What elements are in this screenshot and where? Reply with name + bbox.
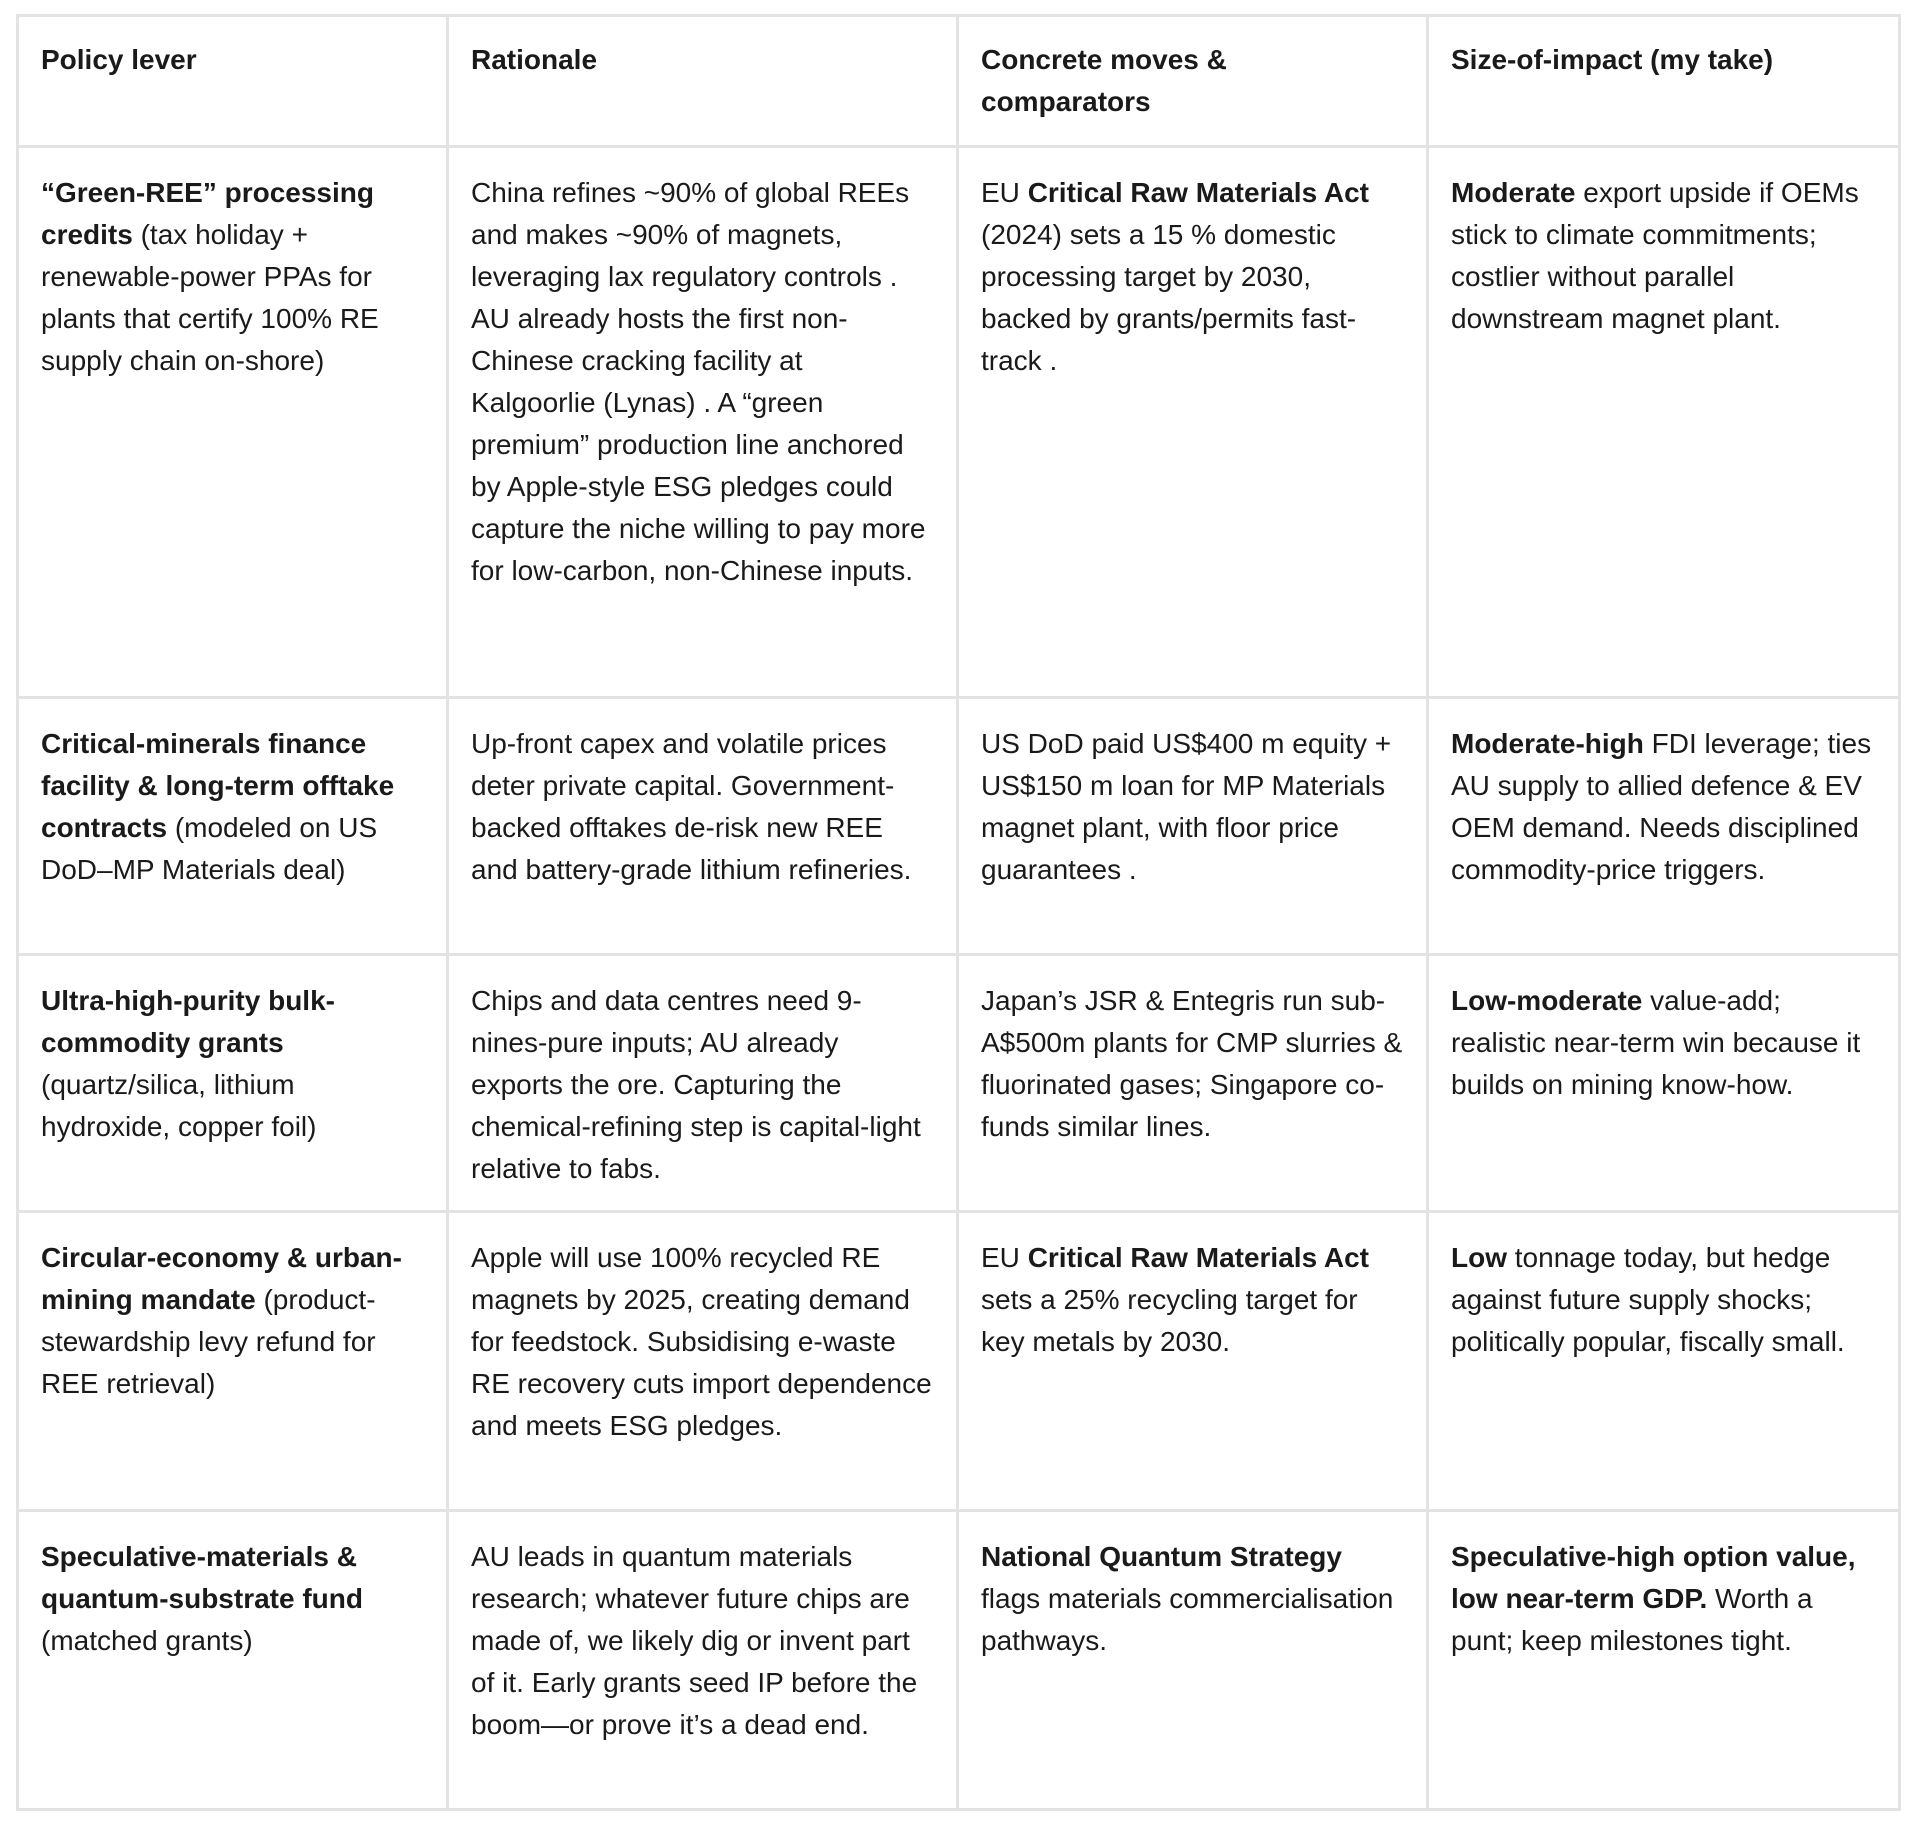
cell-size-of-impact bbox=[1428, 1212, 1900, 1511]
header-rationale: Rationale bbox=[448, 16, 958, 147]
cell-rationale: Chips and data centres need 9-nines-pure inputs; AU already exports the ore. Capturing the chemical-refining step is capital-light relative to fabs. bbox=[448, 955, 958, 1212]
cell-policy-lever bbox=[18, 1511, 448, 1810]
lever-name: Critical-minerals finance facility & long-term offtake contracts bbox=[41, 728, 395, 843]
cell-policy-lever bbox=[18, 147, 448, 698]
cell-policy-lever bbox=[18, 698, 448, 955]
table-row bbox=[18, 147, 1900, 698]
table-header-row bbox=[18, 16, 1900, 147]
table-row bbox=[18, 698, 1900, 955]
table-row bbox=[18, 1212, 1900, 1511]
cell-size-of-impact bbox=[1428, 698, 1900, 955]
cell-size-of-impact bbox=[1428, 1511, 1900, 1810]
lever-detail: (matched grants) bbox=[41, 1625, 253, 1656]
cell-size-of-impact bbox=[1428, 955, 1900, 1212]
moves-highlight: Critical Raw Materials Act bbox=[1027, 1242, 1369, 1273]
moves-prefix: EU bbox=[981, 1242, 1028, 1273]
impact-rating: Moderate bbox=[1451, 177, 1576, 208]
impact-detail: export upside if OEMs stick to climate commitments; costlier without parallel downstream magnet plant. bbox=[1451, 177, 1859, 334]
impact-rating: Low-moderate bbox=[1451, 985, 1643, 1016]
cell-rationale: Apple will use 100% recycled RE magnets by 2025, creating demand for feedstock. Subsidising e-waste RE recovery cuts import dependence and meets ESG pledges. bbox=[448, 1212, 958, 1511]
lever-name: Ultra-high-purity bulk-commodity grants bbox=[41, 985, 335, 1058]
impact-rating: Moderate-high bbox=[1451, 728, 1644, 759]
table-row bbox=[18, 1511, 1900, 1810]
lever-name: Circular-economy & urban-mining mandate bbox=[41, 1242, 402, 1315]
lever-detail: (modeled on US DoD–MP Materials deal) bbox=[41, 812, 378, 885]
cell-rationale: AU leads in quantum materials research; whatever future chips are made of, we likely dig or invent part of it. Early grants seed IP before the boom—or prove it’s a dead end. bbox=[448, 1511, 958, 1810]
impact-detail: Worth a punt; keep milestones tight. bbox=[1451, 1583, 1813, 1656]
cell-size-of-impact bbox=[1428, 147, 1900, 698]
cell-rationale: Up-front capex and volatile prices deter private capital. Government-backed offtakes de-risk new REE and battery-grade lithium refineries. bbox=[448, 698, 958, 955]
cell-policy-lever bbox=[18, 955, 448, 1212]
lever-detail: (quartz/silica, lithium hydroxide, copper foil) bbox=[41, 1069, 317, 1142]
moves-prefix: EU bbox=[981, 177, 1028, 208]
cell-concrete-moves bbox=[958, 698, 1428, 955]
policy-table-container bbox=[16, 14, 1898, 1811]
lever-name: “Green-REE” processing credits bbox=[41, 177, 374, 250]
header-concrete-moves: Concrete moves & comparators bbox=[958, 16, 1428, 147]
cell-concrete-moves bbox=[958, 147, 1428, 698]
moves-highlight: National Quantum Strategy bbox=[981, 1541, 1342, 1572]
moves-detail: (2024) sets a 15 % domestic processing target by 2030, backed by grants/permits fast-track . bbox=[981, 219, 1357, 376]
cell-concrete-moves bbox=[958, 955, 1428, 1212]
policy-table bbox=[16, 14, 1901, 1811]
cell-policy-lever bbox=[18, 1212, 448, 1511]
moves-detail: sets a 25% recycling target for key metals by 2030. bbox=[981, 1284, 1358, 1357]
moves-detail: flags materials commercialisation pathways. bbox=[981, 1583, 1394, 1656]
impact-detail: FDI leverage; ties AU supply to allied defence & EV OEM demand. Needs disciplined commodity-price triggers. bbox=[1451, 728, 1872, 885]
header-policy-lever: Policy lever bbox=[18, 16, 448, 147]
moves-detail: US DoD paid US$400 m equity + US$150 m loan for MP Materials magnet plant, with floor price guarantees . bbox=[981, 728, 1392, 885]
header-size-of-impact: Size-of-impact (my take) bbox=[1428, 16, 1900, 147]
moves-detail: Japan’s JSR & Entegris run sub-A$500m plants for CMP slurries & fluorinated gases; Singapore co-funds similar lines. bbox=[981, 985, 1403, 1142]
impact-detail: tonnage today, but hedge against future supply shocks; politically popular, fiscally small. bbox=[1451, 1242, 1845, 1357]
lever-detail: (tax holiday + renewable-power PPAs for plants that certify 100% RE supply chain on-shore) bbox=[41, 219, 379, 376]
cell-concrete-moves bbox=[958, 1511, 1428, 1810]
impact-rating: Low bbox=[1451, 1242, 1507, 1273]
lever-name: Speculative-materials & quantum-substrate fund bbox=[41, 1541, 363, 1614]
cell-concrete-moves bbox=[958, 1212, 1428, 1511]
moves-highlight: Critical Raw Materials Act bbox=[1027, 177, 1369, 208]
impact-detail: value-add; realistic near-term win because it builds on mining know-how. bbox=[1451, 985, 1861, 1100]
cell-rationale: China refines ~90% of global REEs and makes ~90% of magnets, leveraging lax regulatory controls . AU already hosts the first non-Chinese cracking facility at Kalgoorlie (Lynas) . A “green premium” production line anchored by Apple-style ESG pledges could capture the niche willing to pay more for low-carbon, non-Chinese inputs. bbox=[448, 147, 958, 698]
impact-rating: Speculative-high option value, low near-term GDP. bbox=[1451, 1541, 1856, 1614]
table-row bbox=[18, 955, 1900, 1212]
lever-detail: (product-stewardship levy refund for REE retrieval) bbox=[41, 1284, 376, 1399]
